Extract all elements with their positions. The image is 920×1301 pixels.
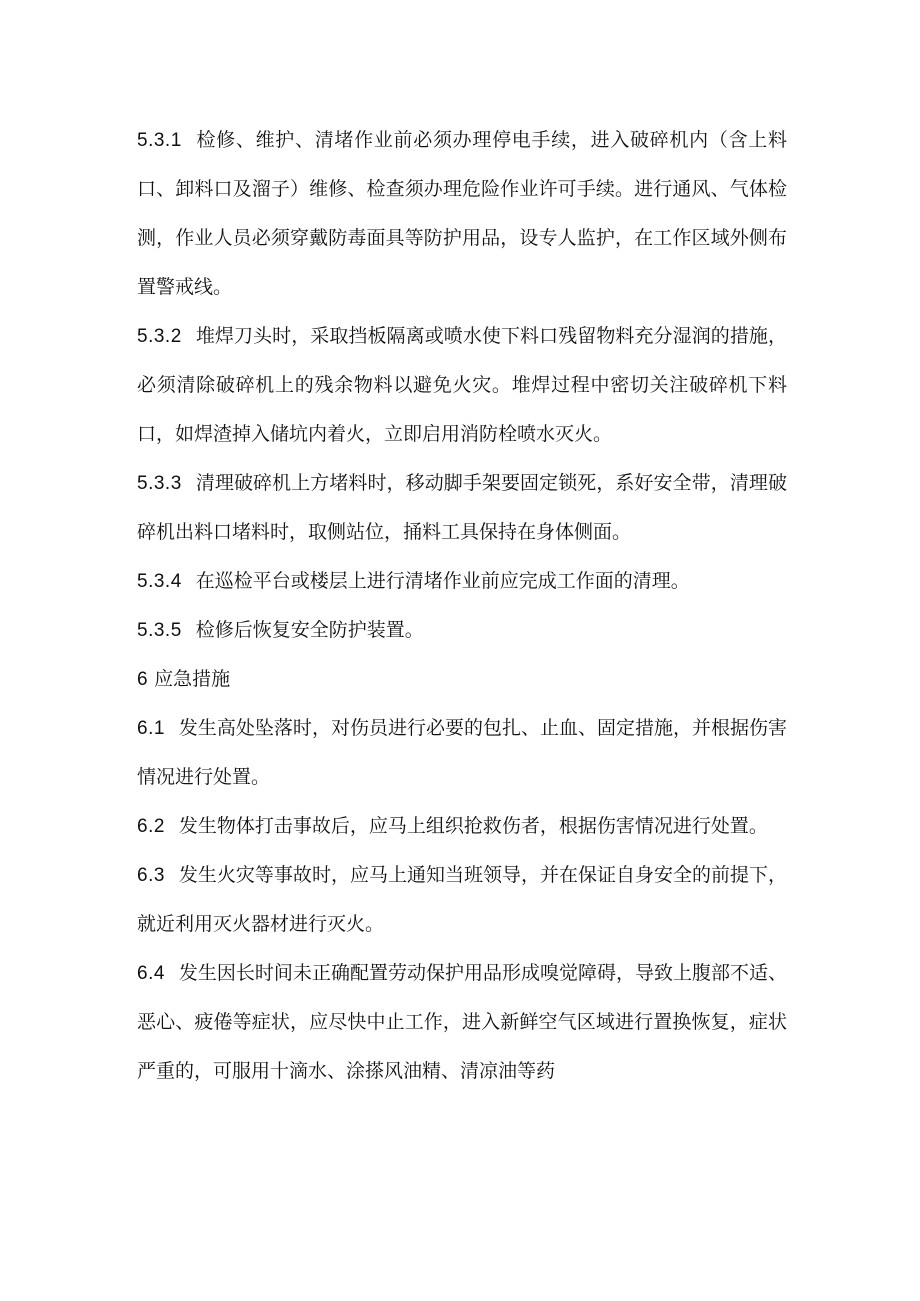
paragraph-5-3-5: [137, 606, 787, 655]
paragraph-5-3-4: [137, 557, 787, 606]
section-number: 5.3.1: [137, 130, 182, 151]
paragraph-6-2: [137, 802, 787, 851]
paragraph-text: 检修后恢复安全防护装置。: [195, 619, 424, 641]
section-number: 5.3.4: [137, 571, 182, 592]
paragraph-text: 发生物体打击事故后，应马上组织抢救伤者，根据伤害情况进行处置。: [178, 815, 768, 837]
section-number: 6.2: [137, 816, 165, 837]
document-body: [137, 116, 787, 1096]
section-number: 5.3.2: [137, 326, 182, 347]
section-number: 5.3.5: [137, 620, 182, 641]
section-number: 6.4: [137, 963, 165, 984]
paragraph-text: 在巡检平台或楼层上进行清堵作业前应完成工作面的清理。: [195, 570, 690, 592]
paragraph-6-1: [137, 704, 787, 802]
paragraph-text: 检修、维护、清堵作业前必须办理停电手续，进入破碎机内（含上料口、卸料口及溜子）维修、检查须办理危险作业许可手续。进行通风、气体检测，作业人员必须穿戴防毒面具等防护用品，设专人监护，在工作区域外侧布置警戒线。: [137, 129, 787, 298]
paragraph-6-3: [137, 851, 787, 949]
paragraph-text: 发生高处坠落时，对伤员进行必要的包扎、止血、固定措施，并根据伤害情况进行处置。: [137, 717, 787, 788]
section-title: 应急措施: [154, 668, 231, 690]
paragraph-text: 发生因长时间未正确配置劳动保护用品形成嗅觉障碍，导致上腹部不适、恶心、疲倦等症状，应尽快中止工作，进入新鲜空气区域进行置换恢复，症状严重的，可服用十滴水、涂搽风油精、清凉油等药: [137, 962, 787, 1082]
section-number: 5.3.3: [137, 473, 182, 494]
paragraph-5-3-2: [137, 312, 787, 459]
section-heading-6: [137, 655, 787, 704]
section-number: 6.1: [137, 718, 165, 739]
paragraph-6-4: [137, 949, 787, 1096]
paragraph-text: 清理破碎机上方堵料时，移动脚手架要固定锁死，系好安全带，清理破碎机出料口堵料时，取侧站位，捅料工具保持在身体侧面。: [137, 472, 787, 543]
paragraph-5-3-1: [137, 116, 787, 312]
paragraph-5-3-3: [137, 459, 787, 557]
section-number: 6: [137, 669, 149, 690]
paragraph-text: 堆焊刀头时，采取挡板隔离或喷水使下料口残留物料充分湿润的措施，必须清除破碎机上的残余物料以避免火灾。堆焊过程中密切关注破碎机下料口，如焊渣掉入储坑内着火，立即启用消防栓喷水灭火。: [137, 325, 787, 445]
section-number: 6.3: [137, 865, 165, 886]
paragraph-text: 发生火灾等事故时，应马上通知当班领导，并在保证自身安全的前提下，就近利用灭火器材进行灭火。: [137, 864, 787, 935]
